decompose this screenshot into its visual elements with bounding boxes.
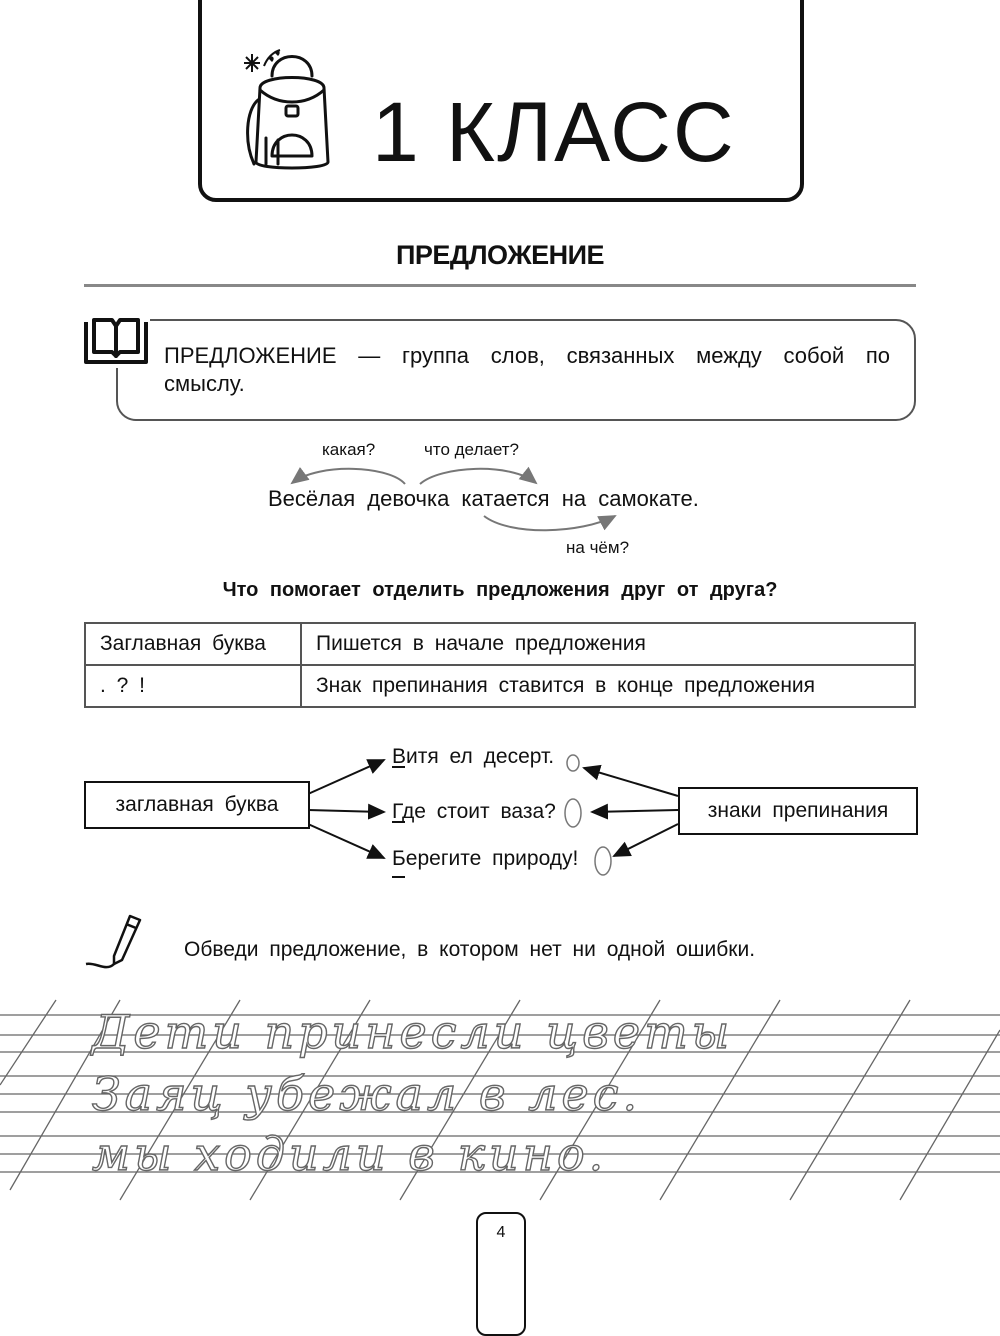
page-number: 4 bbox=[496, 1224, 506, 1241]
section-title: ПРЕДЛОЖЕНИЕ bbox=[395, 240, 605, 270]
table-row bbox=[85, 623, 915, 665]
table-cell: Знак препинания ставится в конце предложения bbox=[301, 665, 915, 707]
question-na-chem: на чём? bbox=[566, 538, 630, 557]
definition-text: ПРЕДЛОЖЕНИЕ — группа слов, связанных между собой по смыслу. bbox=[164, 343, 890, 396]
handwriting-line: мы ходили в кино. bbox=[92, 1127, 608, 1181]
example-line: Берегите природу! bbox=[392, 847, 579, 870]
capital-letter-box: заглавная буква bbox=[84, 781, 310, 829]
task-text: Обведи предложение, в котором нет ни одной ошибки. bbox=[184, 938, 756, 961]
example-line: Витя ел десерт. bbox=[392, 745, 555, 768]
handwriting-line: Заяц убежал в лес. bbox=[92, 1067, 642, 1121]
rules-table bbox=[84, 622, 916, 708]
question-kakaya: какая? bbox=[322, 440, 376, 459]
handwriting-line: Дети принесли цветы bbox=[92, 1005, 734, 1059]
table-row bbox=[85, 665, 915, 707]
handwriting-lines bbox=[0, 990, 1000, 1210]
class-title: 1 КЛАСС bbox=[372, 85, 736, 179]
table-cell: Пишется в начале предложения bbox=[301, 623, 915, 665]
example-sentence: Весёлая девочка катается на самокате. bbox=[268, 486, 699, 511]
table-cell: Заглавная буква bbox=[85, 623, 301, 665]
pencil-icon bbox=[84, 912, 150, 974]
example-line: Где стоит ваза? bbox=[392, 800, 556, 823]
table-cell: . ? ! bbox=[85, 665, 301, 707]
question-chto-delaet: что делает? bbox=[424, 440, 519, 459]
punctuation-box: знаки препинания bbox=[678, 787, 918, 835]
question-heading: Что помогает отделить предложения друг от друга? bbox=[222, 579, 778, 601]
